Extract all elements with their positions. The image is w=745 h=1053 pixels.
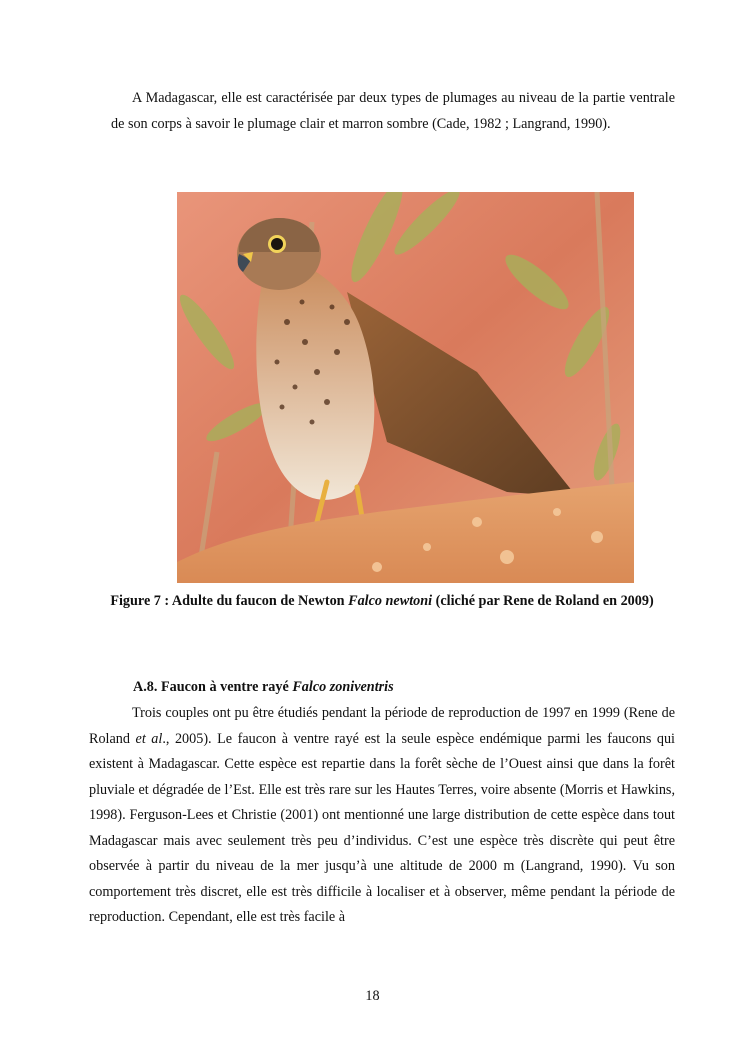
- falcon-photo: [177, 192, 634, 583]
- page-number: 18: [365, 988, 380, 1004]
- figure-caption: Figure 7 : Adulte du faucon de Newton Falco newtoni (cliché par Rene de Roland en 2009): [110, 593, 654, 609]
- section-heading: A.8. Faucon à ventre rayé Falco zoniventris: [133, 679, 394, 695]
- section-body-paragraph: Trois couples ont pu être étudiés pendant la période de reproduction de 1997 en 1999 (Rene de Roland et al., 2005). Le faucon à ventre rayé est la seule espèce endémique parmi les faucons qui existent à Madagascar. Cette espèce est repartie dans la forêt sèche de l’Ouest ainsi que dans la forêt pluviale et dégradée de l’Est. Elle est très rare sur les Hautes Terres, voire absente (Morris et Hawkins, 1998). Ferguson-Lees et Christie (2001) ont mentionné une large distribution de cette espèce dans tout Madagascar mais avec seulement très peu d’individus. C’est une espèce très discrète qui peut être observée à partir du niveau de la mer jusqu’à une altitude de 2000 m (Langrand, 1990). Vu son comportement très discret, elle est très difficile à localiser et à observer, même pendant la période de reproduction. Cependant, elle est très facile à: [89, 705, 676, 925]
- intro-paragraph: A Madagascar, elle est caractérisée par deux types de plumages au niveau de la partie ventrale de son corps à savoir le plumage clair et marron sombre (Cade, 1982 ; Langrand, 1990).: [111, 90, 675, 132]
